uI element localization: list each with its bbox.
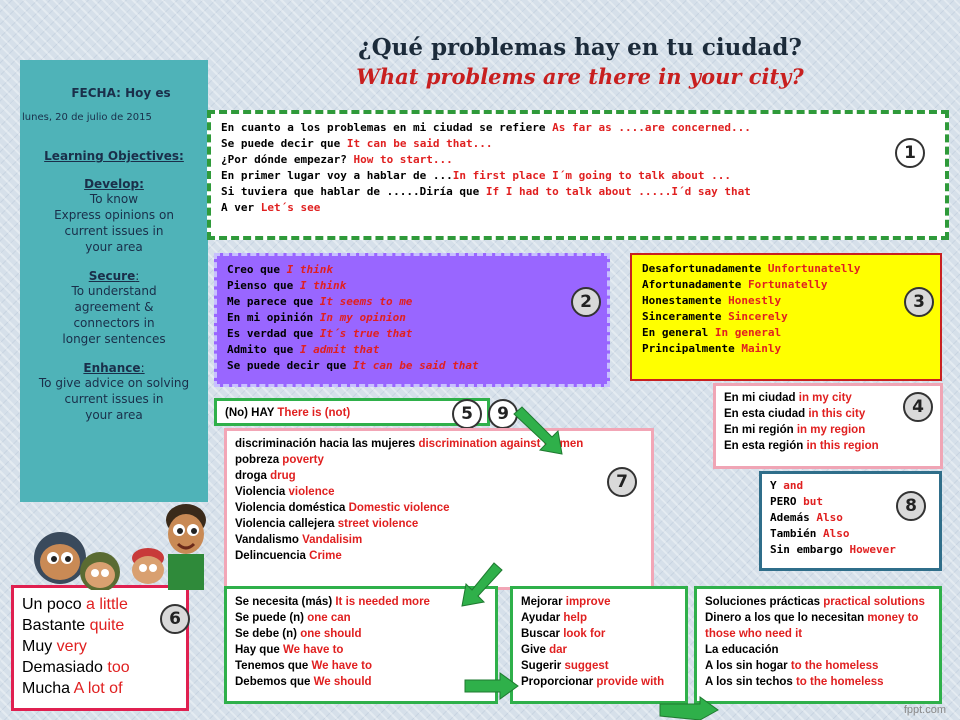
phrase-spanish: Delincuencia — [235, 550, 310, 562]
phrase-spanish: Se puede (n) — [235, 612, 308, 624]
phrase-spanish: En primer lugar voy a hablar de ... — [221, 169, 453, 182]
objective-line: To give advice on solving — [38, 376, 190, 390]
phrase-spanish: Un poco — [22, 596, 87, 613]
phrase-spanish: Mejorar — [521, 596, 566, 608]
arrow-icon — [660, 697, 718, 720]
phrase-english: Let´s see — [260, 201, 321, 214]
arrow-icon — [462, 563, 502, 606]
phrase-spanish: Desafortunadamente — [642, 262, 768, 275]
phrase-spanish: Admito que — [227, 343, 300, 356]
phrase-spanish: Sinceramente — [642, 310, 729, 323]
phrase-spanish: Buscar — [521, 628, 564, 640]
phrase-english: Domestic violence — [348, 502, 450, 514]
phrase-spanish: Principalmente — [642, 342, 742, 355]
phrase-english: in my city — [798, 392, 852, 404]
phrase-spanish: También — [770, 527, 823, 540]
phrase-english: to the homeless — [795, 676, 884, 688]
badge-4: 4 — [903, 392, 933, 422]
phrase-english: practical solutions — [823, 596, 925, 608]
phrase-spanish: La educación — [705, 644, 779, 656]
phrase-english: in this region — [806, 440, 879, 452]
arrow-icon — [514, 407, 562, 454]
phrase-english: help — [563, 612, 588, 624]
phrase-spanish: A los sin techos — [705, 676, 796, 688]
phrase-english: Mainly — [741, 342, 782, 355]
phrase-english: It seems to me — [319, 295, 413, 308]
phrase-english: If I had to talk about .....I´d say that — [485, 185, 751, 198]
phrase-english: Unfortunatelly — [767, 262, 861, 275]
phrase-english: How to start... — [353, 153, 453, 166]
phrase-spanish: En esta ciudad — [724, 408, 809, 420]
phrase-english: Crime — [309, 550, 342, 562]
objective-line: your area — [85, 408, 143, 422]
learning-objectives-heading: Learning Objectives: — [44, 149, 184, 163]
phrase-spanish: Soluciones prácticas — [705, 596, 824, 608]
phrase-spanish: Debemos que — [235, 676, 314, 688]
phrase-english: very — [56, 638, 87, 655]
phrase-english: improve — [565, 596, 611, 608]
phrase-spanish: En mi ciudad — [724, 392, 799, 404]
phrase-english: Also — [822, 527, 850, 540]
objective-line: Express opinions on — [54, 208, 174, 222]
arrow-icon — [465, 673, 518, 699]
phrase-spanish: Violencia callejera — [235, 518, 338, 530]
phrase-spanish: pobreza — [235, 454, 283, 466]
phrase-english: It can be said that — [352, 359, 479, 372]
objective-line: agreement & — [74, 300, 154, 314]
date-value: lunes, 20 de julio de 2015 — [22, 112, 152, 123]
phrase-english: In first place I´m going to talk about ... — [452, 169, 731, 182]
phrase-english: Sincerely — [728, 310, 788, 323]
phrase-spanish: Sugerir — [521, 660, 565, 672]
footer-brand: fppt.com — [903, 704, 946, 716]
phrase-english: suggest — [564, 660, 609, 672]
title-spanish: ¿Qué problemas hay en tu ciudad? — [358, 34, 802, 61]
phrase-spanish: Ayudar — [521, 612, 564, 624]
objective-line: connectors in — [73, 316, 155, 330]
badge-6: 6 — [160, 604, 190, 634]
phrase-spanish: Además — [770, 511, 817, 524]
phrase-spanish: PERO — [770, 495, 804, 508]
phrase-english: dar — [549, 644, 568, 656]
phrase-english: quite — [89, 617, 125, 634]
phrase-spanish: Se puede decir que — [227, 359, 353, 372]
phrase-english: It is needed more — [335, 596, 430, 608]
phrase-spanish: En esta región — [724, 440, 807, 452]
badge-1: 1 — [895, 138, 925, 168]
phrase-english: I think — [286, 263, 333, 276]
phrase-spanish: Violencia doméstica — [235, 502, 349, 514]
phrase-english: one can — [307, 612, 351, 624]
objective-line: current issues in — [64, 224, 164, 238]
phrase-spanish: Se puede decir que — [221, 137, 347, 150]
phrase-spanish: Y — [770, 479, 784, 492]
objective-line: To understand — [71, 284, 157, 298]
phrase-english: look for — [563, 628, 606, 640]
phrase-spanish: En cuanto a los problemas en mi ciudad se refiere — [221, 121, 553, 134]
objective-line: longer sentences — [62, 332, 166, 346]
enhance-label: Enhance: — [83, 361, 145, 375]
phrase-english: one should — [300, 628, 362, 640]
phrase-english: poverty — [282, 454, 324, 466]
phrase-english: Honestly — [728, 294, 782, 307]
phrase-english: As far as ....are concerned... — [552, 121, 751, 134]
badge-5: 5 — [452, 399, 482, 429]
phrase-spanish: Hay que — [235, 644, 283, 656]
phrase-english: We have to — [282, 644, 344, 656]
box5-en: There is (not) — [277, 407, 351, 419]
phrase-spanish: discriminación hacia las mujeres — [235, 438, 419, 450]
phrase-spanish: En mi opinión — [227, 311, 320, 324]
phrase-spanish: Creo que — [227, 263, 287, 276]
phrase-english: In general — [714, 326, 782, 339]
phrase-english: discrimination against women — [418, 438, 584, 450]
phrase-spanish: Se necesita (más) — [235, 596, 336, 608]
phrase-spanish: Mucha — [22, 680, 74, 697]
phrase-spanish: Sin embargo — [770, 543, 850, 556]
phrase-spanish: droga — [235, 470, 271, 482]
phrase-spanish: En general — [642, 326, 715, 339]
objective-line: To know — [89, 192, 139, 206]
phrase-english: money to — [867, 612, 919, 624]
phrase-english: We should — [313, 676, 372, 688]
develop-label: Develop: — [84, 177, 144, 191]
phrase-english: to the homeless — [790, 660, 879, 672]
date-label: FECHA: Hoy es — [71, 86, 171, 100]
phrase-english: provide with — [596, 676, 665, 688]
phrase-spanish: A los sin hogar — [705, 660, 791, 672]
phrase-english: However — [849, 543, 896, 556]
phrase-english: but — [803, 495, 823, 508]
phrase-english: It can be said that... — [346, 137, 493, 150]
badge-3: 3 — [904, 287, 934, 317]
phrase-spanish: Se debe (n) — [235, 628, 301, 640]
phrase-spanish: Demasiado — [22, 659, 108, 676]
phrase-spanish: Muy — [22, 638, 57, 655]
objective-line: your area — [85, 240, 143, 254]
phrase-spanish: Pienso que — [227, 279, 300, 292]
phrase-english: those who need it — [705, 628, 803, 640]
phrase-spanish: Tenemos que — [235, 660, 312, 672]
phrase-english: We have to — [311, 660, 372, 672]
phrase-english: It´s true that — [319, 327, 413, 340]
phrase-english: A lot of — [73, 680, 123, 697]
badge-9: 9 — [488, 399, 518, 429]
phrase-english: in this city — [808, 408, 866, 420]
phrase-spanish: Proporcionar — [521, 676, 597, 688]
phrase-spanish: A ver — [221, 201, 261, 214]
phrase-spanish: En mi región — [724, 424, 797, 436]
phrase-spanish: Honestamente — [642, 294, 729, 307]
phrase-spanish: Violencia — [235, 486, 289, 498]
phrase-english: and — [783, 479, 804, 492]
objective-line: current issues in — [64, 392, 164, 406]
secure-label: Secure: — [88, 269, 140, 283]
phrase-spanish: Si tuviera que hablar de .....Diría que — [221, 185, 486, 198]
title-english: What problems are there in your city? — [356, 64, 804, 89]
phrase-spanish: Es verdad que — [227, 327, 320, 340]
badge-8: 8 — [896, 491, 926, 521]
box5-es: (No) HAY — [225, 407, 278, 419]
phrase-english: street violence — [337, 518, 419, 530]
phrase-english: Fortunatelly — [747, 278, 828, 291]
badge-2: 2 — [571, 287, 601, 317]
phrase-spanish: Me parece que — [227, 295, 320, 308]
phrase-spanish: Afortunadamente — [642, 278, 748, 291]
phrase-english: drug — [270, 470, 296, 482]
phrase-english: Vandalisim — [302, 534, 363, 546]
phrase-english: In my opinion — [319, 311, 406, 324]
phrase-spanish: Bastante — [22, 617, 90, 634]
phrase-spanish: Give — [521, 644, 550, 656]
phrase-english: too — [107, 659, 130, 676]
phrase-english: a little — [86, 596, 128, 613]
badge-7: 7 — [607, 467, 637, 497]
phrase-english: I admit that — [299, 343, 380, 356]
phrase-english: Also — [816, 511, 843, 524]
phrase-spanish: Dinero a los que lo necesitan — [705, 612, 868, 624]
phrase-english: violence — [288, 486, 335, 498]
phrase-spanish: Vandalismo — [235, 534, 303, 546]
phrase-english: in my region — [796, 424, 866, 436]
phrase-spanish: ¿Por dónde empezar? — [221, 153, 354, 166]
phrase-english: I think — [299, 279, 347, 292]
